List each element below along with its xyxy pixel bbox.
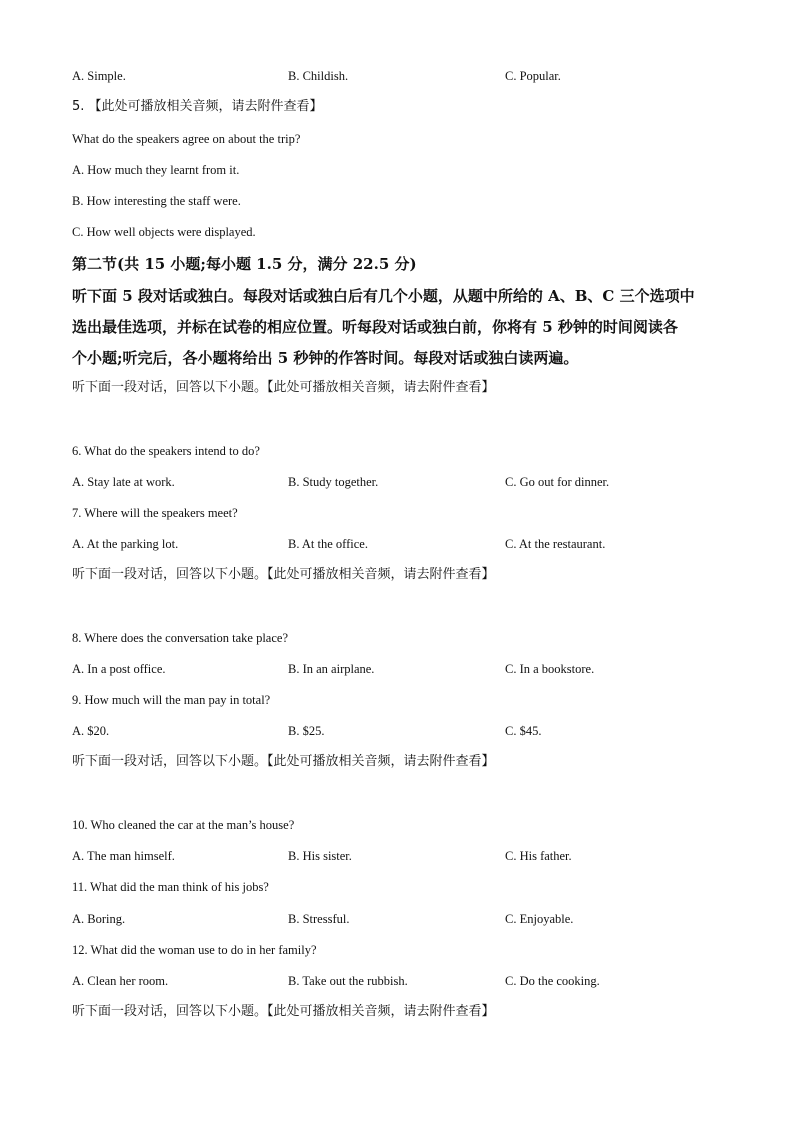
question-options (72, 474, 722, 490)
instructions-line-2: 选出最佳选项，并标在试卷的相应位置。听每段对话或独白前，你将有 5 秒钟的时间阅读各 (72, 318, 678, 336)
option-b: B. At the office. (288, 537, 368, 551)
question-options (72, 848, 722, 864)
question-text: 9. How much will the man pay in total? (72, 693, 271, 707)
option-b: B. His sister. (288, 849, 352, 863)
option-a: A. In a post office. (72, 662, 166, 676)
option-c: C. Do the cooking. (505, 974, 600, 988)
option-a: A. Simple. (72, 69, 126, 83)
question-text: 7. Where will the speakers meet? (72, 506, 238, 520)
option-a: A. $20. (72, 724, 110, 738)
q5-header: 5. 【此处可播放相关音频，请去附件查看】 (72, 99, 323, 114)
option-c: C. At the restaurant. (505, 537, 606, 551)
option-c: C. His father. (505, 849, 572, 863)
option-b: B. Stressful. (288, 912, 350, 926)
option-a: A. Boring. (72, 912, 126, 926)
option-a: A. The man himself. (72, 849, 175, 863)
option-b: B. Study together. (288, 475, 379, 489)
listen-prompt: 听下面一段对话，回答以下小题。【此处可播放相关音频，请去附件查看】 (72, 567, 495, 582)
question-options (72, 973, 722, 989)
q4-options (72, 68, 722, 84)
q5-option-a: A. How much they learnt from it. (72, 163, 240, 177)
option-a: A. Stay late at work. (72, 475, 175, 489)
option-c: C. Enjoyable. (505, 912, 574, 926)
question-options (72, 723, 722, 739)
question-text: 10. Who cleaned the car at the man’s house? (72, 818, 295, 832)
question-options (72, 911, 722, 927)
option-b: B. Childish. (288, 69, 349, 83)
option-c: C. $45. (505, 724, 542, 738)
instructions-line-1: 听下面 5 段对话或独白。每段对话或独白后有几个小题，从题中所给的 A、B、C 三个选项中 (72, 287, 695, 305)
question-text: 8. Where does the conversation take place? (72, 631, 288, 645)
option-b: B. In an airplane. (288, 662, 375, 676)
q5-question: What do the speakers agree on about the trip? (72, 132, 301, 146)
option-a: A. At the parking lot. (72, 537, 179, 551)
option-a: A. Clean her room. (72, 974, 169, 988)
question-text: 11. What did the man think of his jobs? (72, 880, 269, 894)
question-text: 12. What did the woman use to do in her family? (72, 943, 317, 957)
option-c: C. Popular. (505, 69, 561, 83)
listen-prompt: 听下面一段对话，回答以下小题。【此处可播放相关音频，请去附件查看】 (72, 1004, 495, 1019)
question-options (72, 661, 722, 677)
listen-prompt: 听下面一段对话，回答以下小题。【此处可播放相关音频，请去附件查看】 (72, 380, 495, 395)
option-c: C. In a bookstore. (505, 662, 595, 676)
option-b: B. $25. (288, 724, 325, 738)
instructions-line-3: 个小题;听完后，各小题将给出 5 秒钟的作答时间。每段对话或独白读两遍。 (72, 349, 579, 367)
option-b: B. Take out the rubbish. (288, 974, 408, 988)
question-options (72, 536, 722, 552)
question-text: 6. What do the speakers intend to do? (72, 444, 260, 458)
q5-option-b: B. How interesting the staff were. (72, 194, 241, 208)
section-title: 第二节(共 15 小题;每小题 1.5 分，满分 22.5 分) (72, 255, 417, 273)
listen-prompt: 听下面一段对话，回答以下小题。【此处可播放相关音频，请去附件查看】 (72, 754, 495, 769)
option-c: C. Go out for dinner. (505, 475, 610, 489)
q5-option-c: C. How well objects were displayed. (72, 225, 256, 239)
